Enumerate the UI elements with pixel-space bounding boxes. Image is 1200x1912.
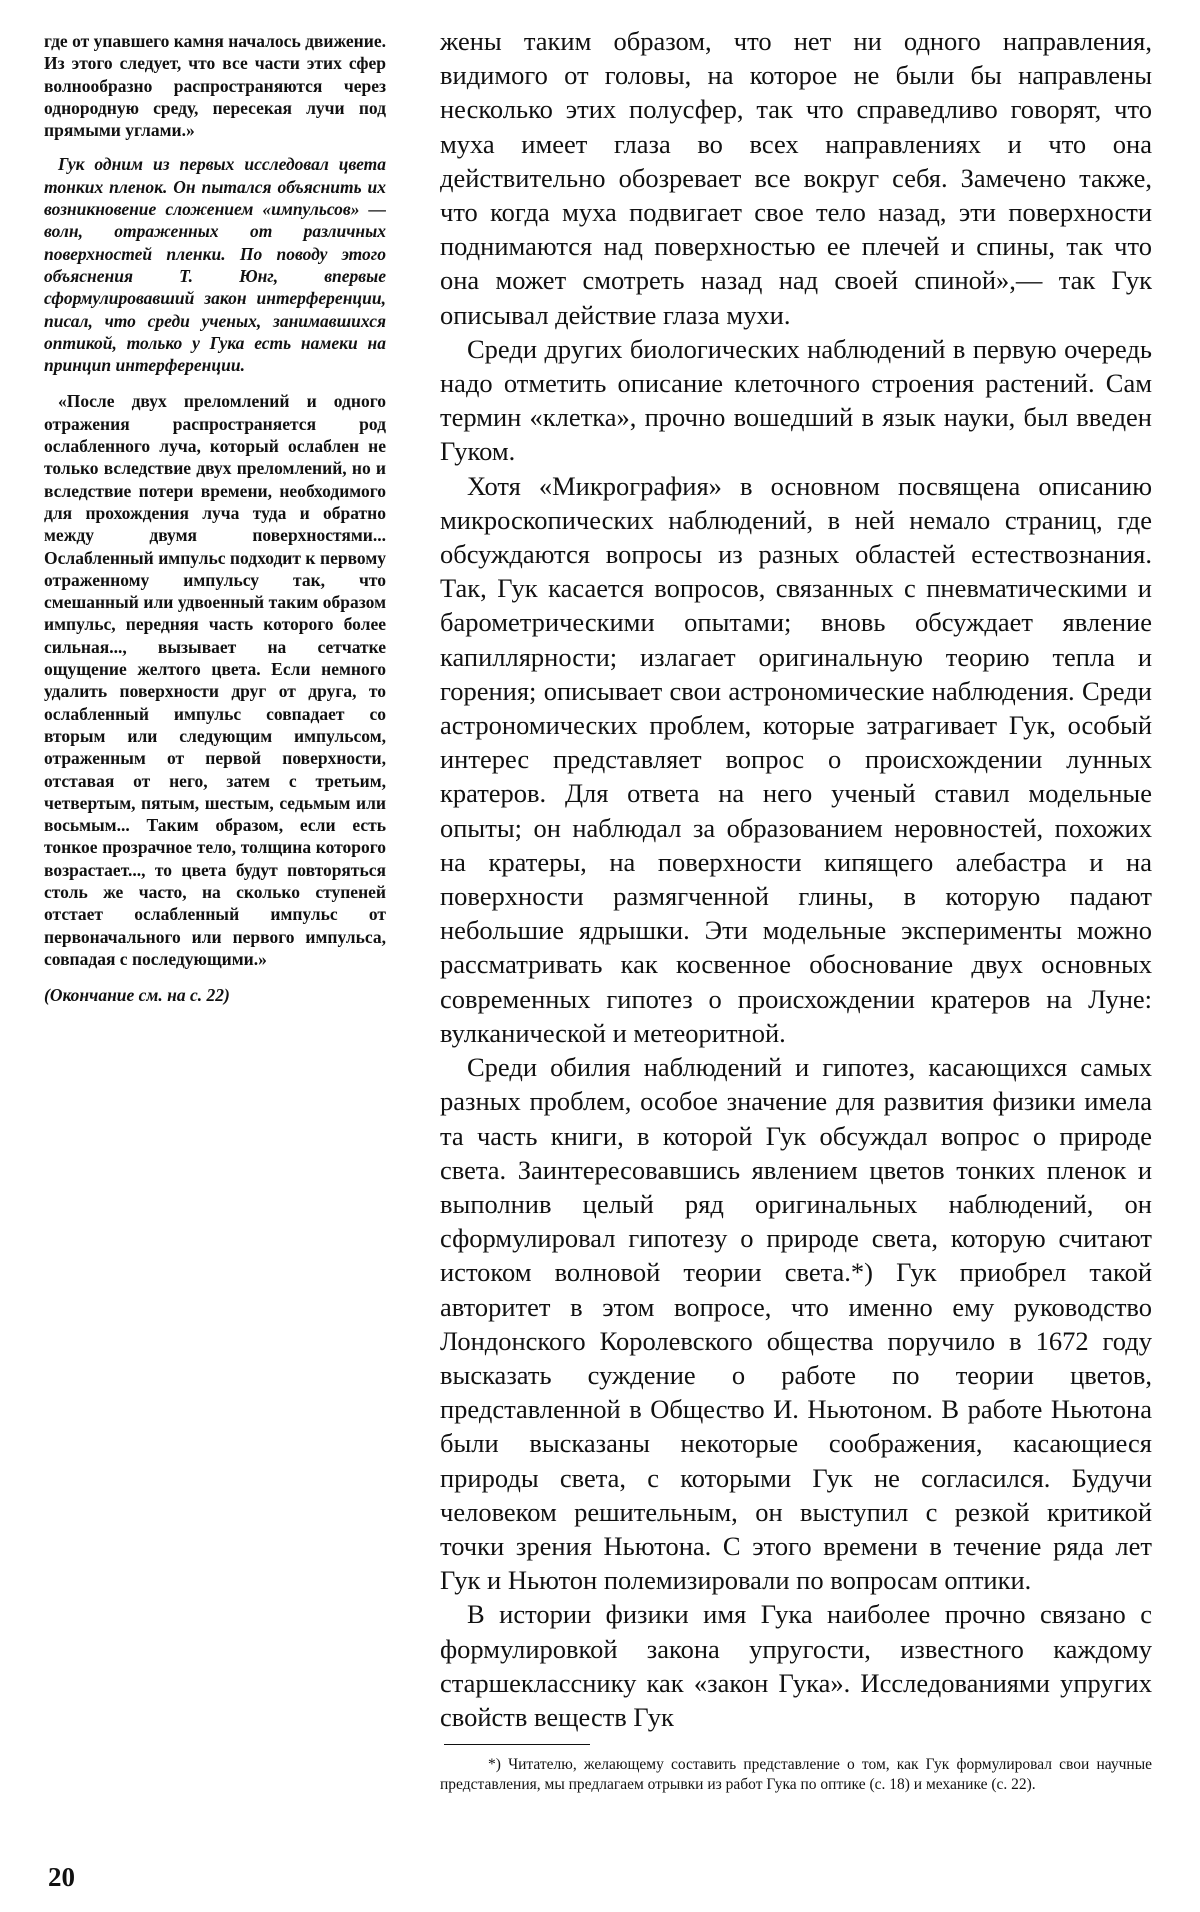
paragraph-4: Среди обилия наблюдений и гипотез, касающихся самых разных проблем, особое значение для развития физики имела та часть книги, в которой Гук обсуждал вопрос о природе света. Заинтересовавшись явлением цветов тонких пленок и выполнив целый ряд оригинальных наблюдений, он сформулировал гипотезу о природе света, которую считают истоком волновой теории света.*) Гук приобрел такой авторитет в этом вопросе, что именно ему руководство Лондонского Королевского общества поручило в 1672 году высказать суждение о работе по теории цветов, представленной в Общество И. Ньютоном. В работе Ньютона были высказаны некоторые соображения, касающиеся природы света, с которыми Гук не согласился. Будучи человеком решительным, он выступил с резкой критикой точки зрения Ньютона. С этого времени в течение ряда лет Гук и Ньютон полемизировали по вопросам оптики. (440, 1052, 1152, 1596)
paragraph-2: Среди других биологических наблюдений в первую очередь надо отметить описание клеточного строения растений. Сам термин «клетка», прочно вошедший в язык науки, был введен Гуком. (440, 333, 1152, 467)
page-number: 20 (48, 1862, 75, 1892)
commentary-text: Гук одним из первых исследовал цвета тонких пленок. Он пытался объяснить их возникновение сложением «импульсов» — волн, отраженных от различных поверхностей пленки. По поводу этого объяснения Т. Юнг, впервые сформулировавший закон интерференции, писал, что среди ученых, занимавшихся оптикой, только у Гука есть намеки на принцип интерференции. (44, 154, 386, 376)
left-sidebar-column (44, 30, 386, 1006)
quote-ending-text: где от упавшего камня началось движение. Из этого следует, что все части этих сфер волнообразно распространяются через однородную среду, пересекая лучи под прямыми углами.» (44, 31, 386, 141)
footnote-divider (444, 1744, 590, 1745)
main-text-column (440, 24, 1152, 1734)
paragraph-5: В истории физики имя Гука наиболее прочно связано с формулировкой закона упругости, известного каждому старшекласснику как «закон Гука». Исследованиями упругих свойств веществ Гук (440, 1599, 1152, 1732)
paragraph-3: Хотя «Микрография» в основном посвящена описанию микроскопических наблюдений, в ней немало страниц, где обсуждаются вопросы из разных областей естествознания. Так, Гук касается вопросов, связанных с пневматическими и барометрическими опытами; вновь обсуждает явление капиллярности; излагает оригинальную теорию тепла и горения; описывает свои астрономические наблюдения. Среди астрономических проблем, которые затрагивает Гук, особый интерес представляет вопрос о происхождении лунных кратеров. Для ответа на него ученый ставил модельные опыты; он наблюдал за образованием неровностей, похожих на кратеры, на поверхности кипящего алебастра и на поверхности размягченной глины, в которую падают небольшие ядрышки. Эти модельные эксперименты можно рассматривать как косвенное обоснование двух основных современных гипотез о происхождении кратеров на Луне: вулканической и метеоритной. (440, 470, 1152, 1048)
footnote-text: *) Читателю, желающему составить представление о том, как Гук формулировал свои научные представления, мы предлагаем отрывки из работ Гука по оптике (с. 18) и механике (с. 22). (440, 1756, 1152, 1793)
hooke-quote-text: «После двух преломлений и одного отражения распространяется род ослабленного луча, который ослаблен не только вследствие двух преломлений, но и вследствие потери времени, необходимого для прохождения луча туда и обратно между двумя поверхностями... Ослабленный импульс подходит к первому отраженному импульсу так, что смешанный или удвоенный таким образом импульс, передняя часть которого более сильная..., вызывает на сетчатке ощущение желтого цвета. Если немного удалить поверхности друг от друга, то ослабленный импульс совпадает со вторым или следующим импульсом, отраженным от первой поверхности, отставая от него, затем с третьим, четвертым, пятым, шестым, седьмым или восьмым... Таким образом, если есть тонкое прозрачное тело, толщина которого возрастает..., то цвета будут повторяться столь же часто, на сколько ступеней отстает ослабленный импульс от первоначального или первого импульса, совпадая с последующими.» (44, 391, 386, 969)
continuation-note: (Окончание см. на с. 22) (44, 985, 230, 1006)
paragraph-1: жены таким образом, что нет ни одного направления, видимого от головы, на которое не были бы направлены несколько этих полусфер, так что справедливо говорят, что муха имеет глаза во всех направлениях и что она действительно обозревает все вокруг себя. Замечено также, что когда муха подвигает свое тело назад, эти поверхности поднимаются над поверхностью ее плечей и спины, так что она может смотреть назад над своей спиной»,— так Гук описывал действие глаза мухи. (440, 26, 1152, 330)
